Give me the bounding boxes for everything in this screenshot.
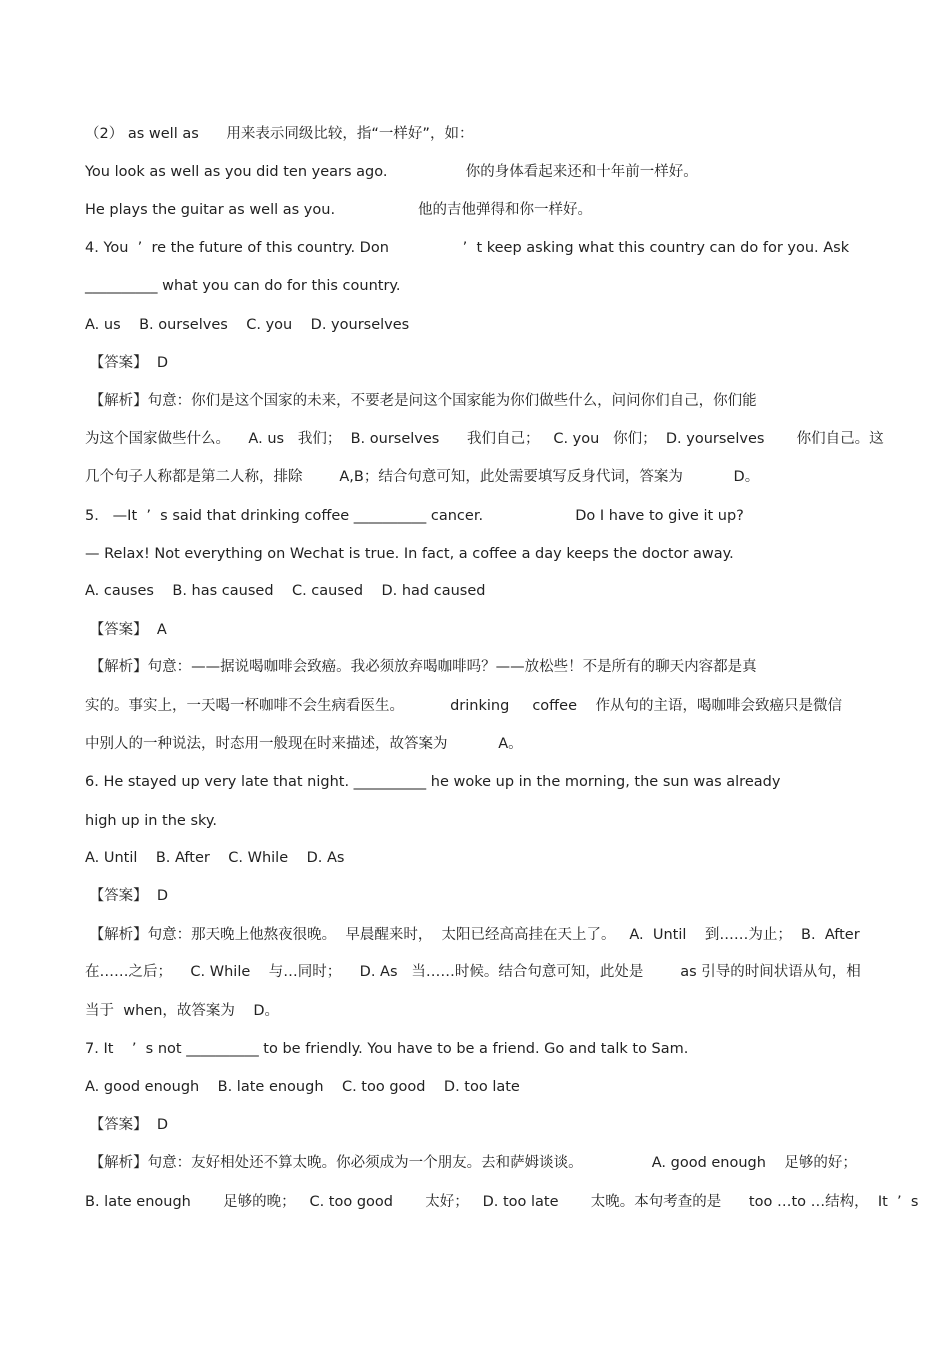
question-5-answer: 【答案】 A (85, 622, 167, 638)
question-5-analysis-cont: 实的。事实上，一天喝一杯咖啡不会生病看医生。 drinking coffee 作从句的主语，喝咖啡会致癌只是微信 (85, 698, 842, 714)
question-5-options: A. causes B. has caused C. caused D. had caused (85, 583, 486, 599)
question-6-options: A. Until B. After C. While D. As (85, 850, 345, 866)
question-6-analysis: 【解析】句意：那天晚上他熬夜很晚。 早晨醒来时， 太阳已经高高挂在天上了。 A. Until 到……为止； B. After (85, 927, 860, 943)
question-4-analysis-cont: 几个句子人称都是第二人称，排除 A,B；结合句意可知，此处需要填写反身代词，答案为 D。 (85, 469, 760, 485)
question-7-options: A. good enough B. late enough C. too good D. too late (85, 1079, 520, 1095)
question-5-stem: 5. —It ’ s said that drinking coffee __________ cancer. Do I have to give it up? (85, 508, 744, 524)
question-4-analysis: 【解析】句意：你们是这个国家的未来，不要老是问这个国家能为你们做些什么，问问你们自己，你们能 (85, 393, 757, 409)
question-5-analysis: 【解析】句意：——据说喝咖啡会致癌。我必须放弃喝咖啡吗？——放松些！不是所有的聊天内容都是真 (85, 659, 757, 675)
question-4-analysis-cont: 为这个国家做些什么。 A. us 我们； B. ourselves 我们自己； C. you 你们； D. yourselves 你们自己。这 (85, 431, 884, 447)
question-7-stem: 7. It ’ s not __________ to be friendly. You have to be a friend. Go and talk to Sam. (85, 1041, 689, 1057)
text-line: （2） as well as 用来表示同级比较，指“一样好”，如： (85, 126, 474, 142)
question-6-analysis-cont: 在……之后； C. While 与…同时； D. As 当……时候。结合句意可知，此处是 as 引导的时间状语从句，相 (85, 964, 861, 980)
question-4-options: A. us B. ourselves C. you D. yourselves (85, 317, 410, 333)
question-4-stem-cont: __________ what you can do for this country. (85, 278, 401, 294)
question-6-analysis-cont: 当于 when，故答案为 D。 (85, 1003, 279, 1019)
question-6-answer: 【答案】 D (85, 888, 168, 904)
question-6-stem-cont: high up in the sky. (85, 813, 218, 829)
question-5-analysis-cont: 中别人的一种说法，时态用一般现在时来描述，故答案为 A。 (85, 736, 523, 752)
text-line: He plays the guitar as well as you. 他的吉他弹得和你一样好。 (85, 202, 593, 218)
question-4-stem: 4. You ’ re the future of this country. Don ’ t keep asking what this country can do for you. Ask (85, 240, 850, 256)
question-7-analysis-cont: B. late enough 足够的晚； C. too good 太好； D. too late 太晚。本句考查的是 too …to …结构， It ’ s (85, 1194, 919, 1210)
question-7-analysis: 【解析】句意：友好相处还不算太晚。你必须成为一个朋友。去和萨姆谈谈。 A. good enough 足够的好； (85, 1155, 857, 1171)
question-7-answer: 【答案】 D (85, 1117, 168, 1133)
question-5-stem-cont: — Relax! Not everything on Wechat is true. In fact, a coffee a day keeps the doctor away. (85, 546, 734, 562)
question-4-answer: 【答案】 D (85, 355, 168, 371)
text-line: You look as well as you did ten years ago. 你的身体看起来还和十年前一样好。 (85, 164, 698, 180)
question-6-stem: 6. He stayed up very late that night. __________ he woke up in the morning, the sun was already (85, 774, 781, 790)
